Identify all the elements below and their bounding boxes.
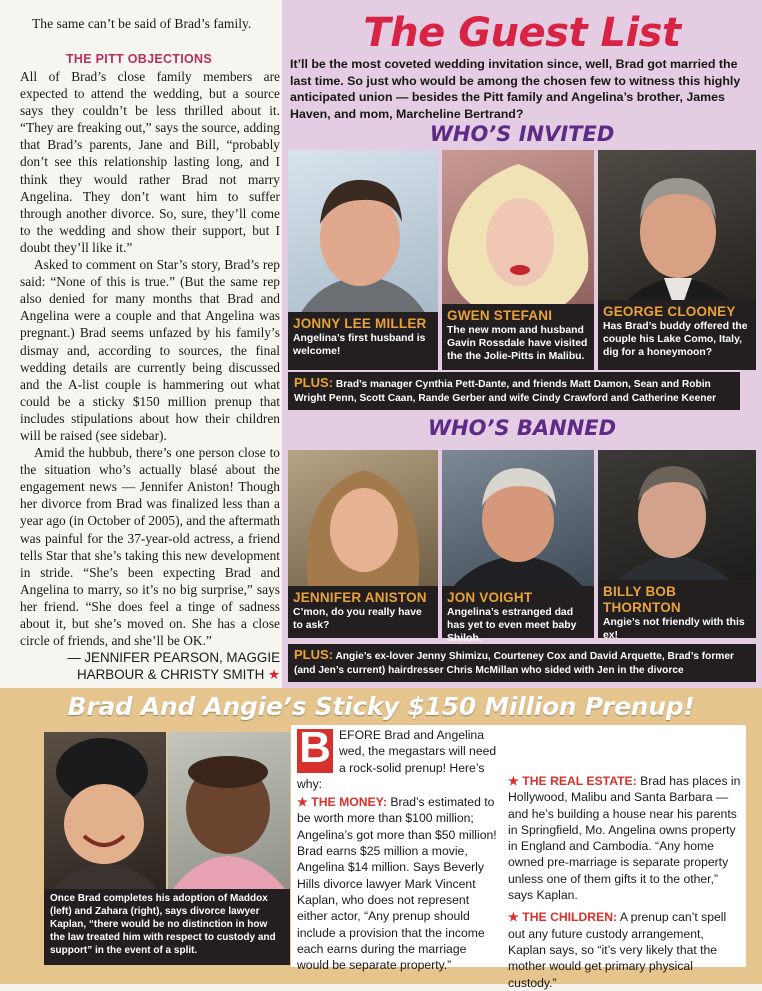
lead-sentence: The same can’t be said of Brad’s family. [32,16,252,31]
byline [20,649,280,683]
photo-billy-bob-thornton [598,450,756,588]
paragraph-2: Asked to comment on Star’s story, Brad’s rep said: “None of this is true.” (But the same rep also denied for many months that Brad and Angelina were a couple and that Angelina was pregnant.) Brad seems unfazed by his family’s dismay and, according to sources, the final wedding details are currently being discussed and the A-list couple is hammering out what could be a sticky $150 million prenup that includes stipulations about how their children will be raised (see sidebar). [20,257,280,443]
prenup-column-1 [297,723,497,973]
plus-text: Angie’s ex-lover Jenny Shimizu, Courteney Cox and David Arquette, Brad’s former (and Jen’s current) hairdresser Chris McMillan who sided with Jen in the divorce [294,651,734,676]
byline-line-2: HARBOUR & CHRISTY SMITH [77,667,265,683]
photo-jonny-lee-miller [288,150,438,318]
guest-list-content [282,0,762,690]
portrait-icon [44,732,166,890]
caption-name: JENNIFER ANISTON [293,590,427,605]
caption-text: Angelina’s first husband is welcome! [293,333,426,357]
real-estate-heading: ★ THE REAL ESTATE: [508,774,637,788]
photo-maddox [44,732,166,890]
estate-paragraph [508,773,742,903]
paragraph-1: All of Brad’s close family members are expected to attend the wedding, but a source says they couldn’t be less thrilled about it. “They are freaking out,” says the source, adding that Brad’s parents, Jane and Bill, “probably don’t see this relationship lasting long, and I think they would rather Brad not marry Angelina. They don’t want him to suffer through another divorce. So, sure, they’ll come to the wedding and show their support, but I doubt they’ll like it.” [20,69,280,255]
caption-name: JONNY LEE MILLER [293,316,427,331]
guest-list-title: The Guest List [363,10,681,56]
caption-invited-2 [442,304,594,370]
caption-text: Angelina’s estranged dad has yet to even meet baby Shiloh. [447,607,577,644]
real-estate-text: Brad has places in Hollywood, Malibu and Santa Barbara — and he’s building a house near his parents in Springfield, Mo. Angelina owns property in England and Cambodia. “Any home owned pre-marriage is separate property unless one of them gifts it to the other,” says Kaplan. [508,774,741,903]
caption-banned-2 [442,586,594,644]
money-heading: ★ THE MONEY: [297,795,387,810]
portrait-icon [288,150,438,318]
caption-text: Has Brad’s buddy offered the couple his Lake Como, Italy, dig for a honeymoon? [603,321,748,358]
banned-plus-box [288,644,756,682]
children-heading: ★ THE CHILDREN: [508,910,618,925]
caption-banned-1 [288,586,438,638]
caption-invited-1 [288,312,438,370]
invited-plus-box [288,372,740,410]
caption-text: Angie’s not friendly with this ex! [603,617,745,641]
invited-heading: WHO’S INVITED [429,122,615,146]
portrait-icon [288,450,438,588]
section-heading: THE PITT OBJECTIONS [66,52,212,66]
drop-cap: B [297,729,333,773]
portrait-icon [442,450,594,588]
byline-line-1: — JENNIFER PEARSON, MAGGIE [67,650,280,666]
caption-banned-3 [598,580,756,641]
portrait-icon [168,732,290,890]
portrait-icon [598,450,756,588]
photo-jon-voight [442,450,594,588]
paragraph-3: Amid the hubbub, there’s one person close to the situation who’s actually blasé about the engagement news — Jennifer Aniston! Though her divorce from Brad was finalized less than a year ago (in October of 2005), and the aftermath was painful for the 37-year-old actress, a friend tells Star that she’s taking this new development in stride. “She’s been expecting Brad and Angelina to marry, so it’s no big surprise,” says her friend. “She does feel a tinge of sadness about it, but she’s moved on. She has a close circle of friends, and she’ll be OK.” [20,445,280,649]
prenup-title: Brad And Angie’s Sticky $150 Million Prenup! [67,692,695,721]
article-column [0,0,282,690]
photo-jennifer-aniston [288,450,438,588]
money-paragraph [297,792,497,973]
children-text: A prenup can’t spell out any future custody arrangement, Kaplan says, so “it’s very likely that the mother would get primary physical custody.” [508,910,727,990]
star-icon: ★ [267,667,280,683]
portrait-icon [598,150,756,318]
prenup-column-2 [508,727,742,991]
caption-name: GWEN STEFANI [447,308,553,323]
plus-label: PLUS: [294,647,333,662]
caption-text: The new mom and husband Gavin Rossdale have visited the the Jolie-Pitts in Malibu. [447,325,588,362]
photo-gwen-stefani [442,150,594,318]
kids-photo-caption: Once Brad completes his adoption of Maddox (left) and Zahara (right), says divorce lawyer Kaplan, “there would be no distinction in how the law treated him with respect to custody and support” in the event of a split. [44,889,290,965]
children-paragraph [508,909,742,990]
article-body [20,68,280,683]
caption-text: C’mon, do you really have to ask? [293,607,422,631]
caption-name: JON VOIGHT [447,590,533,605]
caption-name: BILLY BOB THORNTON [603,584,681,615]
caption-name: GEORGE CLOONEY [603,304,736,319]
plus-label: PLUS: [294,375,333,390]
prenup-intro: EFORE Brad and Angelina wed, the megastars will need a rock-solid prenup! Here’s why: [297,728,497,791]
caption-invited-3 [598,300,756,370]
photo-george-clooney [598,150,756,318]
prenup-intro-paragraph [297,723,497,792]
portrait-icon [442,150,594,318]
plus-text: Brad’s manager Cynthia Pett-Dante, and friends Matt Damon, Sean and Robin Wright Penn, Scott Caan, Rande Gerber and wife Cindy Crawford and Catherine Keener [294,379,717,404]
banned-heading: WHO’S BANNED [427,416,617,440]
photo-zahara [168,732,290,890]
guest-list-intro: It’ll be the most coveted wedding invitation since, well, Brad got married the last time. So just who would be among the chosen few to witness this highly anticipated union — besides the Pitt family and Angelina’s brother, James Haven, and mom, Marcheline Bertrand? [290,57,741,121]
money-text: Brad’s estimated to be worth more than $100 million; Angelina’s got more than $50 million! Brad earns $25 million a movie, Angelina $14 million. Says Beverly Hills divorce lawyer Mark Vincent Kaplan, who does not represent either actor, “Any prenup should include a provision that the income each earns during the marriage would be separate property.” [297,795,497,973]
